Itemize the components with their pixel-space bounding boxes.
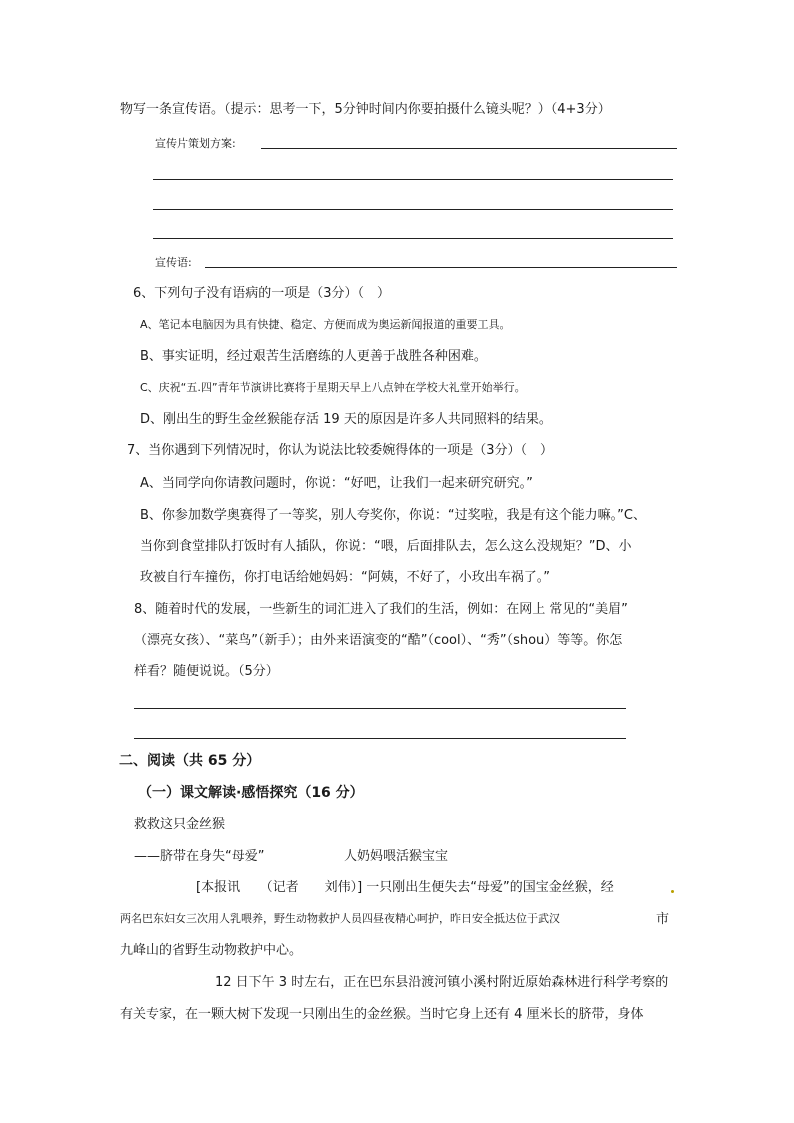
plan-line-3: [153, 209, 673, 210]
q6-option-b: B、事实证明，经过艰苦生活磨练的人更善于战胜各种困难。: [140, 349, 487, 364]
plan-line-1: [261, 148, 677, 149]
paragraph-2-line-1: 12 日下午 3 时左右，正在巴东县沿渡河镇小溪村附近原始森林进行科学考察的: [215, 975, 669, 990]
article-subtitle-right: 人奶妈喂活猴宝宝: [344, 849, 449, 864]
q8-line-2: （漂亮女孩）、“菜鸟”（新手）；由外来语演变的“酷”（cool）、“秀”（shou）等等。你怎: [134, 633, 623, 648]
article-subtitle-left: ——脐带在身失“母爱”: [134, 849, 265, 864]
q7-stem: 7、当你遇到下列情况时，你认为说法比较委婉得体的一项是（3分）（ ）: [127, 443, 554, 458]
plan-line-4: [153, 238, 673, 239]
section-title: 二、阅读（共 65 分）: [119, 753, 261, 769]
article-title: 救救这只金丝猴: [134, 817, 226, 832]
paragraph-1-line-2-end: 市: [656, 912, 670, 927]
paragraph-1-line-1: [本报讯 （记者 刘伟）] 一只刚出生便失去“母爱”的国宝金丝猴，经: [196, 880, 614, 895]
stray-mark: [671, 890, 674, 893]
q6-stem: 6、下列句子没有语病的一项是（3分）（ ）: [133, 286, 391, 301]
q7-line-4: 玫被自行车撞伤，你打电话给她妈妈：“阿姨，不好了，小玫出车祸了。”: [140, 570, 550, 585]
q7-line-3: 当你到食堂排队打饭时有人插队，你说：“喂，后面排队去，怎么这么没规矩？”D、小: [140, 539, 632, 554]
paragraph-2-line-2: 有关专家，在一颗大树下发现一只刚出生的金丝猴。当时它身上还有 4 厘米长的脐带，身体: [120, 1007, 644, 1022]
q8-answer-line-1: [134, 708, 626, 709]
q8-line-1: 8、随着时代的发展，一些新生的词汇进入了我们的生活，例如：在网上 常见的“美眉”: [134, 602, 628, 617]
q8-line-3: 样看？随便说说。（5分）: [134, 664, 279, 679]
q7-option-a: A、当同学向你请教问题时，你说：“好吧，让我们一起来研究研究。”: [140, 476, 533, 491]
q6-option-d: D、刚出生的野生金丝猴能存活 19 天的原因是许多人共同照料的结果。: [140, 412, 552, 427]
paragraph-1-line-2: 两名巴东妇女三次用人乳喂养，野生动物救护人员四昼夜精心呵护，昨日安全抵达位于武汉: [120, 912, 560, 925]
plan-line-2: [153, 179, 673, 180]
slogan-line: [205, 267, 677, 268]
plan-label: 宣传片策划方案:: [155, 137, 236, 150]
q6-option-a: A、笔记本电脑因为具有快捷、稳定、方便而成为奥运新闻报道的重要工具。: [140, 318, 511, 331]
q5-intro: 物写一条宣传语。（提示：思考一下，5分钟时间内你要拍摄什么镜头呢？）（4+3分）: [120, 102, 611, 117]
q6-option-c: C、庆祝“五.四”青年节演讲比赛将于星期天早上八点钟在学校大礼堂开始举行。: [140, 381, 526, 394]
q7-line-2: B、你参加数学奥赛得了一等奖，别人夸奖你，你说：“过奖啦，我是有这个能力嘛。”C、: [140, 508, 646, 523]
subsection-title: （一）课文解读·感悟探究（16 分）: [138, 785, 364, 801]
q8-answer-line-2: [134, 738, 626, 739]
slogan-label: 宣传语:: [155, 256, 192, 269]
paragraph-1-line-3: 九峰山的省野生动物救护中心。: [120, 943, 303, 958]
